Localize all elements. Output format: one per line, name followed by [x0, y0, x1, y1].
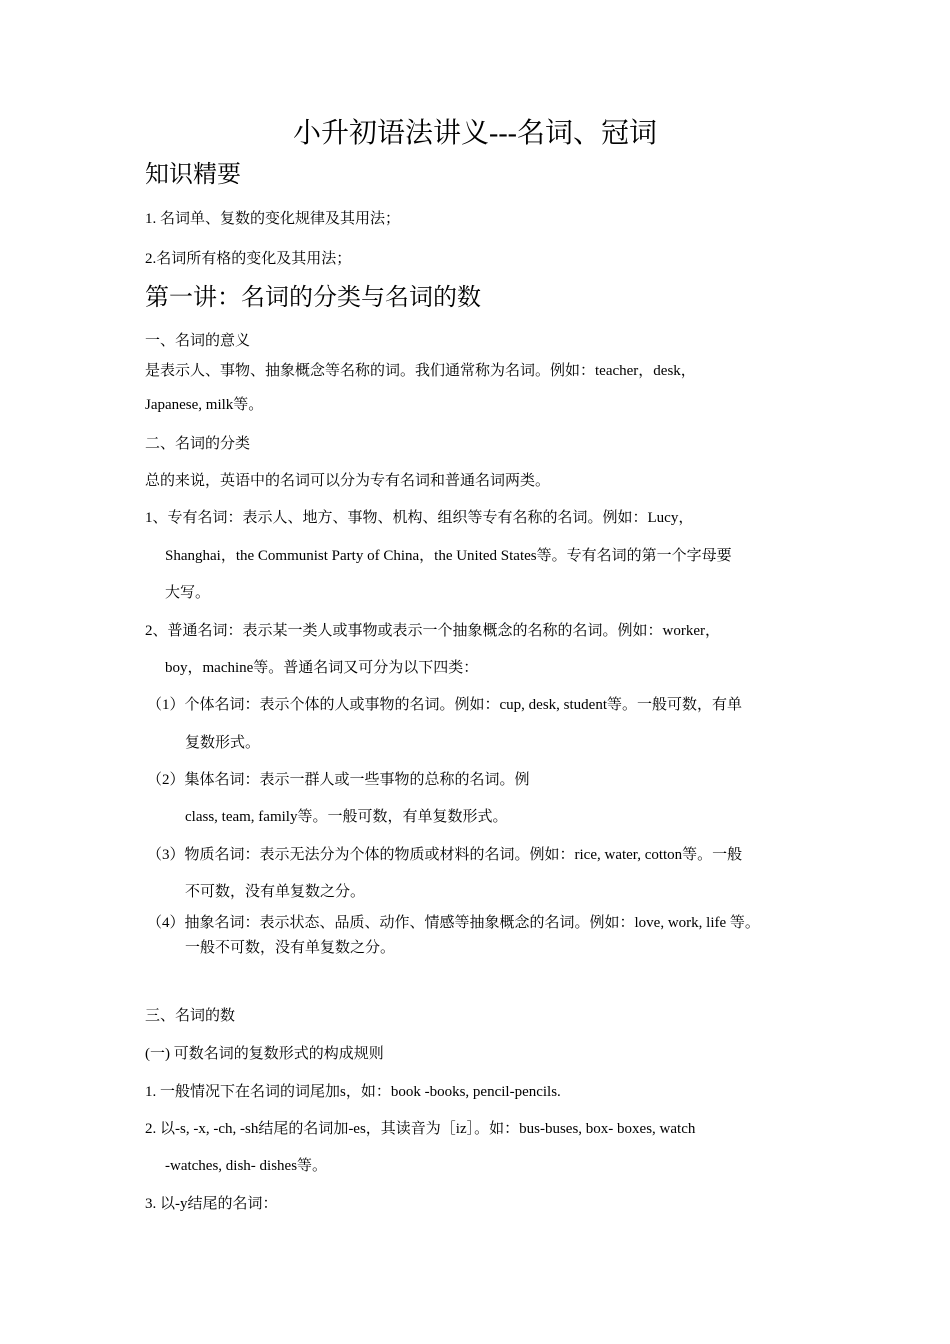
section-2-heading: 二、名词的分类 — [145, 436, 251, 452]
knowledge-point-1: 1. 名词单、复数的变化规律及其用法； — [145, 211, 401, 227]
document-title: 小升初语法讲义---名词、冠词 — [293, 118, 657, 149]
material-noun-line-1: （3）物质名词：表示无法分为个体的物质或材料的名词。例如：rice, water, cotton等。一般 — [147, 847, 743, 863]
common-noun-line-2: boy，machine等。普通名词又可分为以下四类： — [165, 660, 479, 676]
common-noun-line-1: 2、普通名词：表示某一类人或事物或表示一个抽象概念的名称的名词。例如：worker， — [145, 623, 720, 639]
plural-rule-2-line-2: -watches, dish- dishes等。 — [165, 1158, 328, 1174]
abstract-noun-line-2: 一般不可数，没有单复数之分。 — [185, 940, 396, 956]
section-3-subheading: (一) 可数名词的复数形式的构成规则 — [145, 1046, 384, 1062]
plural-rule-1: 1. 一般情况下在名词的词尾加s，如：book -books, pencil-pencils. — [145, 1084, 561, 1100]
section-1-text-line-1: 是表示人、事物、抽象概念等名称的词。我们通常称为名词。例如：teacher，desk， — [145, 363, 696, 379]
section-2-intro: 总的来说，英语中的名词可以分为专有名词和普通名词两类。 — [145, 473, 551, 489]
plural-rule-2-line-1: 2. 以-s, -x, -ch, -sh结尾的名词加-es，其读音为［iz］。如：bus-buses, box- boxes, watch — [145, 1121, 696, 1137]
material-noun-line-2: 不可数，没有单复数之分。 — [185, 884, 366, 900]
abstract-noun-line-1: （4）抽象名词：表示状态、品质、动作、情感等抽象概念的名词。例如：love, work, life 等。 — [147, 915, 760, 931]
plural-rule-3: 3. 以-y结尾的名词： — [145, 1196, 278, 1212]
collective-noun-line-2: class, team, family等。一般可数，有单复数形式。 — [185, 809, 508, 825]
section-heading-knowledge: 知识精要 — [145, 162, 241, 188]
knowledge-point-2: 2.名词所有格的变化及其用法； — [145, 251, 352, 267]
proper-noun-line-3: 大写。 — [165, 585, 211, 601]
section-3-heading: 三、名词的数 — [145, 1008, 236, 1024]
section-1-heading: 一、名词的意义 — [145, 333, 251, 349]
proper-noun-line-1: 1、专有名词：表示人、地方、事物、机构、组织等专有名称的名词。例如：Lucy， — [145, 510, 694, 526]
collective-noun-line-1: （2）集体名词：表示一群人或一些事物的总称的名词。例 — [147, 772, 530, 788]
proper-noun-line-2: Shanghai，the Communist Party of China，the United States等。专有名词的第一个字母要 — [165, 548, 732, 564]
section-1-text-line-2: Japanese, milk等。 — [145, 397, 264, 413]
lecture-heading: 第一讲：名词的分类与名词的数 — [145, 285, 481, 311]
individual-noun-line-2: 复数形式。 — [185, 735, 261, 751]
individual-noun-line-1: （1）个体名词：表示个体的人或事物的名词。例如：cup, desk, student等。一般可数，有单 — [147, 697, 742, 713]
